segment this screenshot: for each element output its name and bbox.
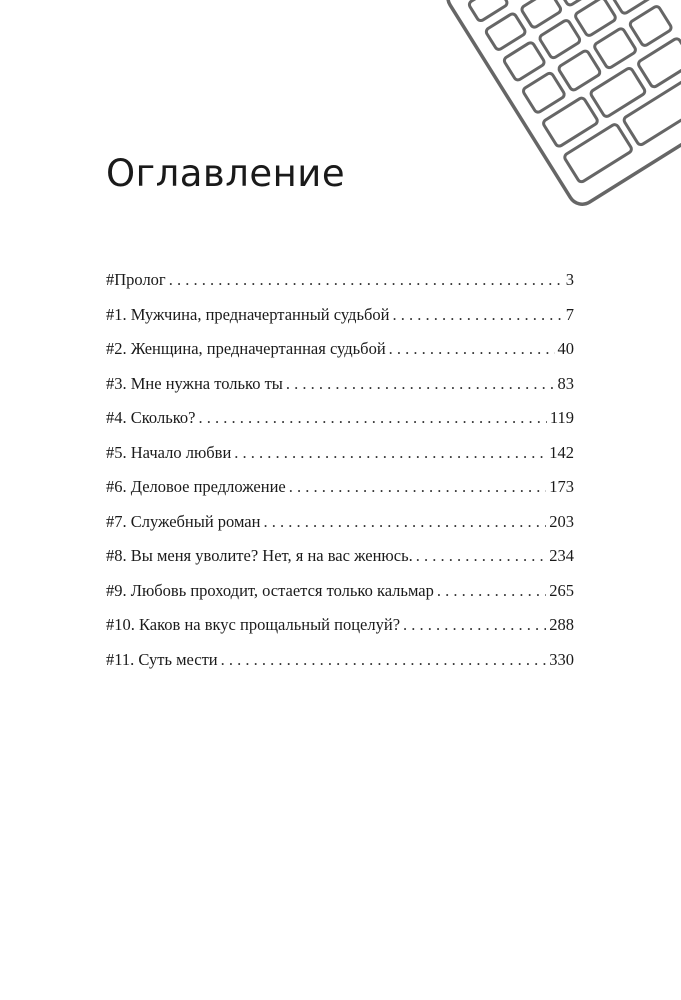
toc-entry[interactable]	[106, 512, 574, 547]
toc-entry-title: #1. Мужчина, предначертанный судьбой	[106, 304, 390, 324]
toc-entry-title: #4. Сколько?	[106, 408, 196, 427]
toc-entry[interactable]	[106, 546, 574, 581]
toc-entry-title: #8. Вы меня уволите? Нет, я на вас женюсь.	[106, 546, 413, 565]
toc-entry-title: #Пролог	[106, 270, 166, 289]
dot-leader	[437, 581, 546, 601]
dot-leader	[221, 650, 547, 670]
toc-entry-page-number: 330	[549, 649, 574, 669]
toc-entry[interactable]	[106, 650, 574, 685]
dot-leader	[416, 546, 547, 566]
toc-entry[interactable]	[106, 615, 574, 650]
toc-entry[interactable]	[106, 581, 574, 616]
toc-entry-page-number: 234	[549, 546, 574, 565]
table-of-contents	[106, 270, 574, 684]
dot-leader	[198, 408, 546, 428]
dot-leader	[403, 615, 546, 635]
toc-entry-page-number: 288	[549, 615, 574, 634]
toc-entry[interactable]	[106, 374, 574, 409]
dot-leader	[169, 270, 563, 290]
dot-leader	[263, 512, 546, 532]
toc-entry-title: #6. Деловое предложение	[106, 477, 286, 496]
toc-entry-page-number: 203	[549, 511, 574, 531]
toc-entry-title: #10. Каков на вкус прощальный поцелуй?	[106, 615, 401, 634]
toc-entry-page-number: 83	[557, 373, 574, 393]
toc-entry[interactable]	[106, 443, 574, 478]
toc-entry-page-number: 119	[549, 408, 574, 427]
toc-entry-title: #3. Мне нужна только ты	[106, 373, 283, 393]
toc-entry-title: #7. Служебный роман	[106, 511, 261, 531]
page-title: Оглавление	[106, 152, 346, 195]
keyboard-icon	[440, 0, 681, 270]
toc-entry[interactable]	[106, 339, 574, 374]
toc-entry-title: #5. Начало любви	[106, 442, 232, 462]
toc-entry[interactable]	[106, 408, 574, 443]
toc-entry-page-number: 40	[557, 339, 574, 358]
dot-leader	[286, 374, 555, 394]
toc-entry-title: #9. Любовь проходит, остается только кальмар	[106, 580, 434, 600]
toc-entry[interactable]	[106, 270, 574, 305]
toc-entry[interactable]	[106, 477, 574, 512]
toc-entry-page-number: 3	[565, 270, 574, 289]
dot-leader	[392, 305, 562, 325]
dot-leader	[234, 443, 546, 463]
toc-entry-page-number: 142	[549, 442, 574, 462]
toc-entry-page-number: 265	[549, 580, 574, 600]
toc-entry-page-number: 173	[549, 477, 574, 496]
dot-leader	[289, 477, 547, 497]
toc-entry[interactable]	[106, 305, 574, 340]
toc-entry-title: #11. Суть мести	[106, 649, 218, 669]
dot-leader	[389, 339, 555, 359]
toc-entry-page-number: 7	[565, 304, 574, 324]
toc-entry-title: #2. Женщина, предначертанная судьбой	[106, 339, 386, 358]
